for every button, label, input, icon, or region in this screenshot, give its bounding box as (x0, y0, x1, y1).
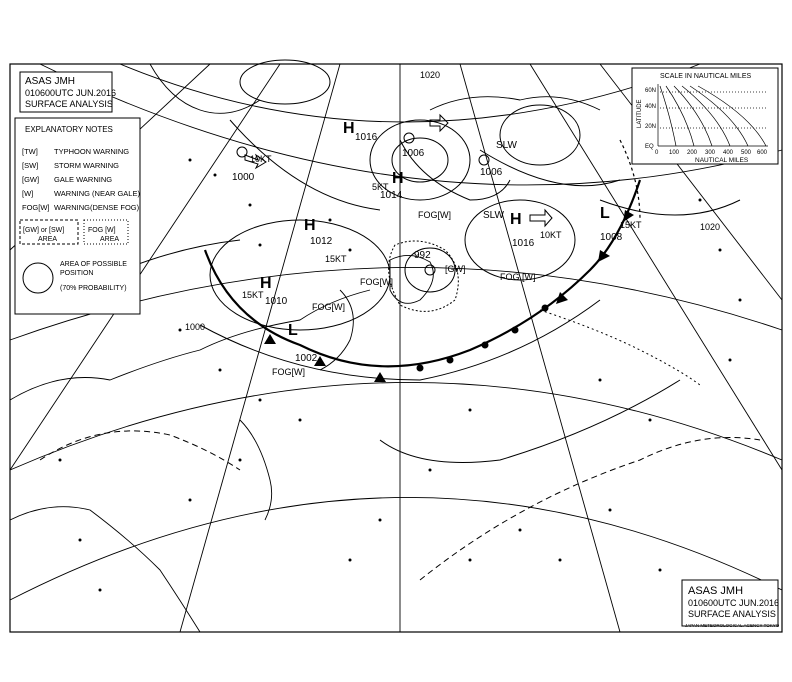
legend-code: [W] (22, 189, 34, 198)
system-pressure: 1006 (480, 167, 503, 178)
system-pressure: 1016 (355, 132, 378, 143)
system-pressure: 1010 (265, 296, 288, 307)
low-symbol: L (288, 322, 298, 339)
high-symbol: H (510, 211, 522, 228)
system-speed: 15KT (242, 290, 264, 300)
scale-nm-tick: 100 (669, 150, 680, 156)
legend-text: WARNING (NEAR GALE) (54, 189, 140, 198)
isobar-label: 1020 (420, 70, 441, 80)
system-pressure: 1002 (295, 353, 318, 364)
isobar-label: 1020 (700, 222, 721, 232)
system-speed: 10KT (540, 230, 562, 240)
agency-label: ASAS JMH (25, 76, 76, 87)
legend-text: STORM WARNING (54, 161, 119, 170)
high-symbol: H (260, 275, 272, 292)
system-speed: 10KT (250, 154, 272, 164)
legend-possible: POSITION (60, 270, 94, 277)
legend-text: WARNING(DENSE FOG) (54, 203, 140, 212)
legend-possible: (70% PROBABILITY) (60, 285, 127, 292)
title-label: SURFACE ANALYSIS (688, 609, 776, 619)
legend-code: [TW] (22, 147, 38, 156)
scale-lat-tick: EQ (645, 144, 654, 150)
system-speed: 15KT (620, 220, 642, 230)
scale-box (632, 68, 778, 164)
legend-area-sub: AREA (100, 236, 120, 243)
low-center-icon (425, 265, 435, 275)
title-box-bottom (682, 580, 780, 628)
scale-nm-tick: 300 (705, 150, 716, 156)
scale-title: SCALE IN NAUTICAL MILES (660, 73, 752, 80)
datetime-label: 010600UTC JUN.2016 (688, 598, 780, 608)
system-pressure: 1000 (232, 172, 255, 183)
fog-label: FOG[W] (312, 302, 345, 312)
gale-warning-label: [GW] (445, 264, 466, 274)
fog-label: FOG[W] (418, 210, 451, 220)
legend-code: [GW] (22, 175, 40, 184)
fog-label: FOG [W] (500, 272, 536, 282)
system-speed: 15KT (325, 254, 347, 264)
low-center-icon (404, 133, 414, 143)
system-pressure: 1014 (380, 190, 403, 201)
legend-box (15, 118, 140, 314)
datetime-label: 010600UTC JUN.2016 (25, 88, 117, 98)
scale-lat-tick: 40N (645, 104, 657, 110)
scale-xlabel: NAUTICAL MILES (695, 157, 749, 164)
fog-label: FOG[W] (272, 367, 305, 377)
legend-area-label: FOG [W] (88, 227, 116, 234)
legend-possible: AREA OF POSSIBLE (60, 261, 127, 268)
legend-title: EXPLANATORY NOTES (25, 125, 113, 134)
system-pressure: 992 (414, 250, 431, 261)
system-pressure: 1016 (512, 238, 535, 249)
high-symbol: H (392, 170, 404, 187)
legend-area-sub: AREA (38, 236, 58, 243)
scale-nm-tick: 0 (655, 150, 659, 156)
fog-label: FOG[W] (360, 277, 393, 287)
scale-nm-tick: 600 (757, 150, 768, 156)
title-box-top (20, 72, 116, 112)
legend-text: GALE WARNING (54, 175, 113, 184)
slow-label: SLW (483, 210, 504, 221)
credit-label: JAPAN METEOROLOGICAL AGENCY TOKYO (685, 623, 780, 628)
scale-lat-tick: 20N (645, 124, 657, 130)
legend-code: [SW] (22, 161, 39, 170)
system-pressure: 1012 (310, 236, 333, 247)
legend-code: FOG[W] (22, 203, 50, 212)
high-symbol: H (304, 217, 316, 234)
high-symbol: H (343, 120, 355, 137)
scale-nm-tick: 500 (741, 150, 752, 156)
warning-areas (389, 140, 510, 311)
system-pressure: 1008 (600, 232, 623, 243)
scale-nm-tick: 400 (723, 150, 734, 156)
scale-lat-tick: 60N (645, 88, 657, 94)
slow-label: SLW (496, 140, 517, 151)
fronts (205, 140, 700, 385)
system-pressure: 1006 (402, 148, 425, 159)
legend-text: TYPHOON WARNING (54, 147, 130, 156)
scale-nm-tick: 200 (687, 150, 698, 156)
legend-area-label: [GW] or [SW] (23, 227, 65, 234)
low-symbol: L (600, 205, 610, 222)
isobar-label: 1000 (185, 322, 206, 332)
title-label: SURFACE ANALYSIS (25, 99, 113, 109)
system-speed: 5KT (372, 182, 389, 192)
scale-ylabel: LATITUDE (637, 99, 643, 128)
agency-label: ASAS JMH (688, 585, 744, 597)
